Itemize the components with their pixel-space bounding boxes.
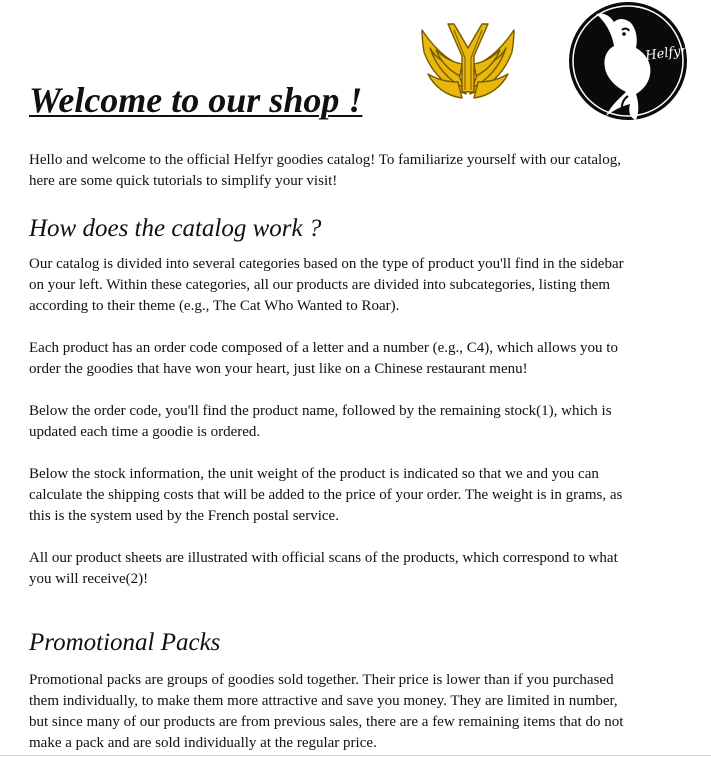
winged-emblem-icon (418, 16, 518, 102)
catalog-content (29, 150, 629, 754)
intro-paragraph: Hello and welcome to the official Helfyr goodies catalog! To familiarize yourself with our catalog, here are some quick tutorials to simplify your visit! (29, 152, 621, 189)
helfyr-cat-logo-icon (566, 0, 690, 122)
paragraph-promo-packs: Promotional packs are groups of goodies sold together. Their price is lower than if you purchased them individually, to make them more attractive and save you money. They are limited in number, but since many of our products are from previous sales, there are a few remaining items that do not make a pack and are sold individually at the regular price. (29, 672, 624, 751)
section-heading-catalog: How does the catalog work ? (29, 215, 322, 242)
page-bottom-divider (0, 755, 711, 756)
svg-text:Helfyr: Helfyr (644, 43, 688, 64)
section-heading-promo: Promotional Packs (29, 629, 221, 656)
paragraph-categories: Our catalog is divided into several categories based on the type of product you'll find in the sidebar on your left. Within these categories, all our products are divided into subcategories, listing them according to their theme (e.g., The Cat Who Wanted to Roar). (29, 256, 624, 314)
paragraph-scans: All our product sheets are illustrated with official scans of the products, which correspond to what you will receive(2)! (29, 550, 618, 587)
page-title: Welcome to our shop ! (29, 80, 363, 120)
paragraph-weight: Below the stock information, the unit weight of the product is indicated so that we and you can calculate the shipping costs that will be added to the price of your order. The weight is in grams, as this is the system used by the French postal service. (29, 466, 623, 524)
paragraph-stock: Below the order code, you'll find the product name, followed by the remaining stock(1), which is updated each time a goodie is ordered. (29, 403, 612, 440)
paragraph-order-code: Each product has an order code composed of a letter and a number (e.g., C4), which allows you to order the goodies that have won your heart, just like on a Chinese restaurant menu! (29, 340, 618, 377)
